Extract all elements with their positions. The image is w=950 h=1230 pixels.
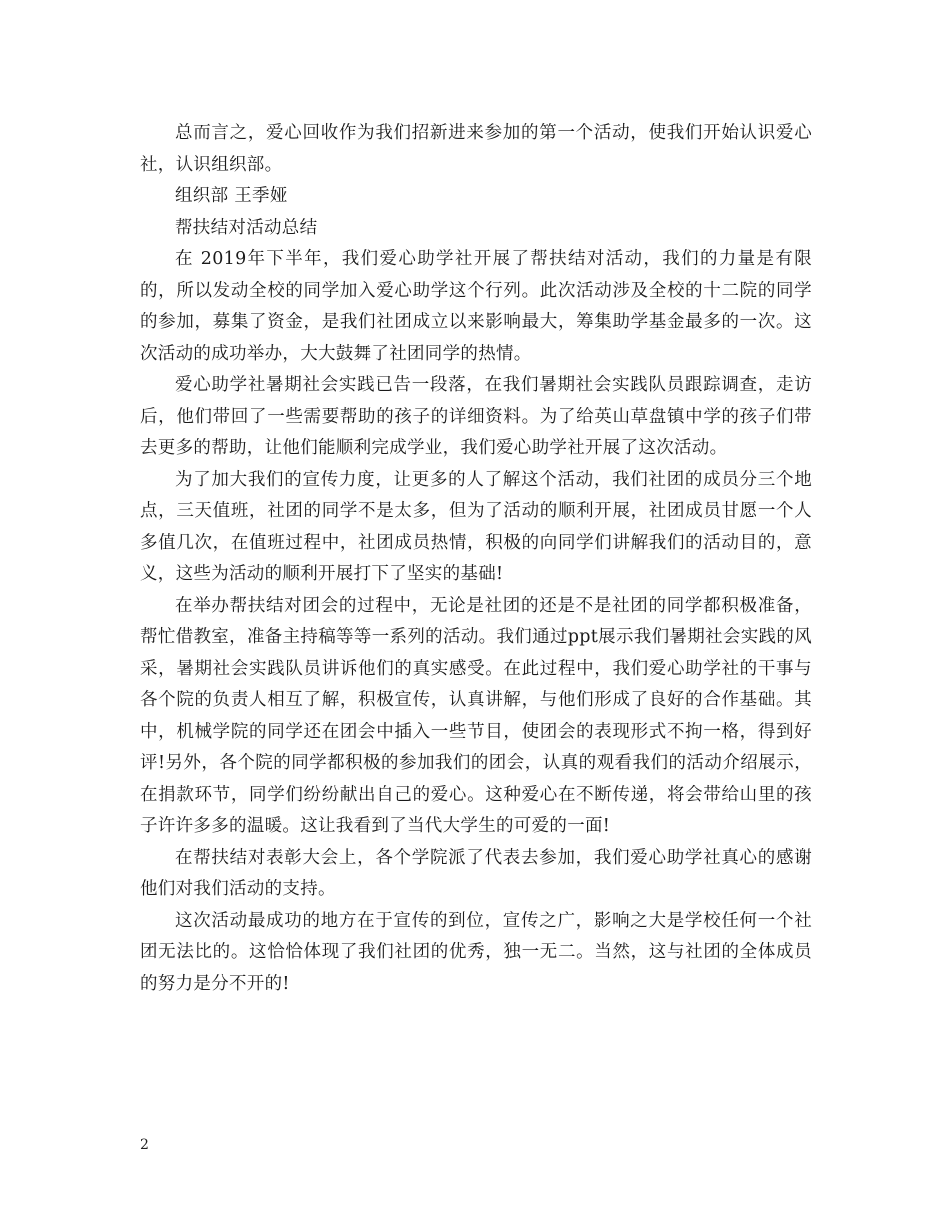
paragraph-meeting: 在举办帮扶结对团会的过程中，无论是社团的还是不是社团的同学都积极准备，帮忙借教室，准备主持稿等等一系列的活动。我们通过ppt展示我们暑期社会实践的风采，暑期社会实践队员讲诉他们的真实感受。在此过程中，我们爱心助学社的干事与各个院的负责人相互了解，积极宣传，认真讲解，与他们形成了良好的合作基础。其中，机械学院的同学还在团会中插入一些节目，使团会的表现形式不拘一格，得到好评!另外，各个院的同学都积极的参加我们的团会，认真的观看我们的活动介绍展示，在捐款环节，同学们纷纷献出自己的爱心。这种爱心在不断传递，将会带给山里的孩子许许多多的温暖。这让我看到了当代大学生的可爱的一面! — [140, 595, 812, 836]
paragraph-award-ceremony: 在帮扶结对表彰大会上，各个学院派了代表去参加，我们爱心助学社真心的感谢他们对我们活动的支持。 — [140, 847, 812, 899]
paragraph-signature: 组织部 王季娅 — [175, 186, 288, 206]
paragraph-summer-practice: 爱心助学社暑期社会实践已告一段落，在我们暑期社会实践队员跟踪调查，走访后，他们带回了一些需要帮助的孩子的详细资料。为了给英山草盘镇中学的孩子们带去更多的帮助，让他们能顺利完成学业，我们爱心助学社开展了这次活动。 — [140, 375, 812, 458]
page-number: 2 — [140, 1137, 149, 1153]
paragraph-intro: 在 2019年下半年，我们爱心助学社开展了帮扶结对活动，我们的力量是有限的，所以发动全校的同学加入爱心助学这个行列。此次活动涉及全校的十二院的同学的参加，募集了资金，是我们社团成立以来影响最大，筹集助学基金最多的一次。这次活动的成功举办，大大鼓舞了社团同学的热情。 — [140, 249, 812, 364]
paragraph-conclusion: 这次活动最成功的地方在于宣传的到位，宣传之广，影响之大是学校任何一个社团无法比的。这恰恰体现了我们社团的优秀，独一无二。当然，这与社团的全体成员的努力是分不开的! — [140, 910, 812, 994]
paragraph-summary: 总而言之，爱心回收作为我们招新进来参加的第一个活动，使我们开始认识爱心社，认识组织部。 — [140, 123, 812, 175]
paragraph-publicity: 为了加大我们的宣传力度，让更多的人了解这个活动，我们社团的成员分三个地点，三天值班，社团的同学不是太多，但为了活动的顺利开展，社团成员甘愿一个人多值几次，在值班过程中，社团成员热情，积极的向同学们讲解我们的活动目的，意义，这些为活动的顺利开展打下了坚实的基础! — [140, 469, 812, 584]
document-body — [140, 118, 812, 1000]
section-heading: 帮扶结对活动总结 — [175, 217, 318, 238]
